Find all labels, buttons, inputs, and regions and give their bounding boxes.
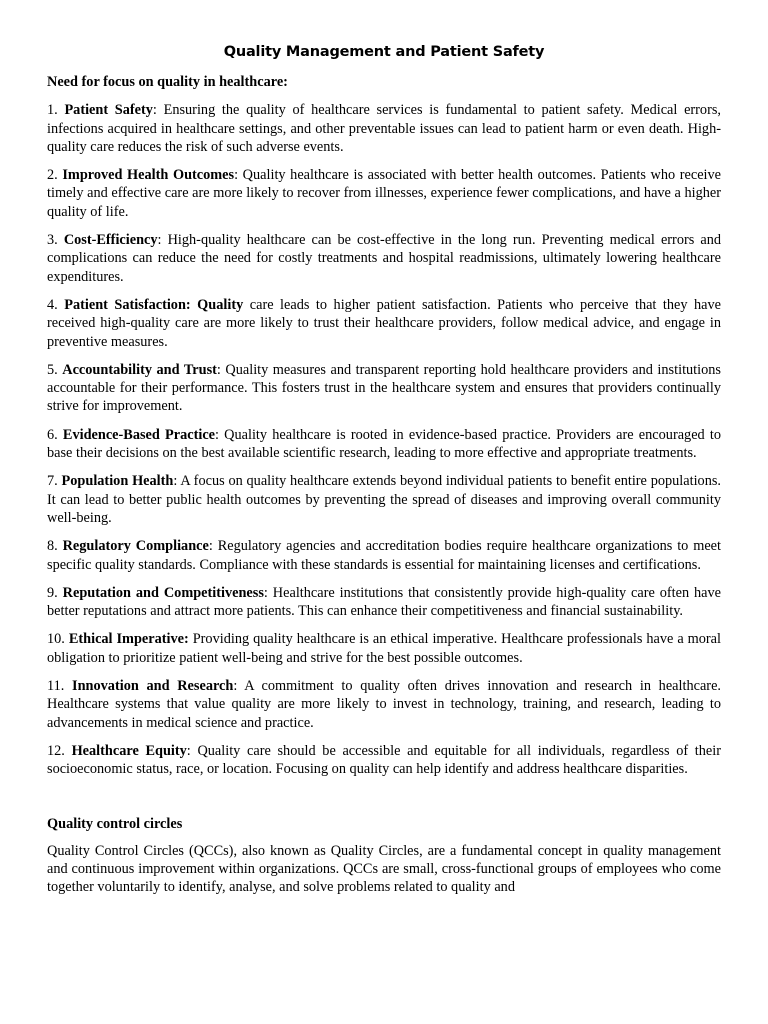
item-text: : Quality healthcare is rooted in evidence-based practice. Providers are encouraged to base their decisions on the best available scientific research, leading to more effective and appropriate treatments. bbox=[47, 426, 721, 462]
item-number: 11. bbox=[47, 678, 65, 695]
list-item bbox=[47, 361, 721, 416]
list-item bbox=[47, 630, 721, 667]
item-number: 9. bbox=[47, 584, 58, 601]
item-text: care leads to higher patient satisfaction. Patients who perceive that they have received high-quality care are more likely to trust their healthcare providers, follow medical advice, and engage in preventive measures. bbox=[47, 296, 722, 350]
item-text: : Quality care should be accessible and equitable for all individuals, regardless of their socioeconomic status, race, or location. Focusing on quality can help identify and address healthcare disparities. bbox=[47, 742, 722, 778]
section-heading-quality-control-circles: Quality control circles bbox=[47, 815, 183, 832]
item-number: 6. bbox=[47, 426, 58, 443]
numbered-list bbox=[47, 101, 721, 778]
item-number: 3. bbox=[47, 232, 58, 249]
list-item bbox=[47, 426, 721, 463]
section-paragraph: Quality Control Circles (QCCs), also known as Quality Circles, are a fundamental concept in quality management and continuous improvement within organizations. QCCs are small, cross-functional groups of employees who come together voluntarily to identify, analyse, and solve problems related to quality and bbox=[47, 842, 721, 896]
list-item bbox=[47, 742, 721, 779]
list-item bbox=[47, 231, 721, 286]
item-term: Cost-Efficiency bbox=[63, 232, 158, 249]
item-number: 5. bbox=[47, 361, 58, 378]
item-term: Innovation and Research bbox=[72, 678, 234, 695]
item-term: Reputation and Competitiveness bbox=[62, 584, 264, 601]
item-number: 7. bbox=[47, 473, 58, 490]
item-term: Healthcare Equity bbox=[71, 742, 187, 759]
item-term: Population Health bbox=[61, 473, 174, 490]
item-number: 8. bbox=[47, 538, 58, 555]
item-term: Patient Safety bbox=[64, 102, 153, 119]
item-text: : Healthcare institutions that consistently provide high-quality care often have better reputations and attract more patients. This can enhance their competitiveness and financial sustainability. bbox=[47, 584, 722, 620]
document-body bbox=[47, 73, 721, 897]
item-number: 4. bbox=[47, 296, 58, 313]
list-item bbox=[47, 537, 721, 574]
list-item bbox=[47, 472, 721, 527]
item-term: Evidence-Based Practice bbox=[62, 426, 216, 443]
item-number: 10. bbox=[47, 631, 65, 648]
item-number: 1. bbox=[47, 102, 58, 119]
item-term: Patient Satisfaction: Quality bbox=[64, 296, 244, 313]
intro-heading: Need for focus on quality in healthcare: bbox=[47, 74, 288, 90]
item-term: Ethical Imperative: bbox=[68, 631, 189, 648]
item-text: : Ensuring the quality of healthcare services is fundamental to patient safety. Medical errors, infections acquired in healthcare settings, and other preventable issues can lead to patient harm or even death. High-quality care reduces the risk of such adverse events. bbox=[47, 102, 721, 155]
list-item bbox=[47, 166, 721, 221]
page-title: Quality Management and Patient Safety bbox=[223, 44, 545, 60]
item-term: Improved Health Outcomes bbox=[62, 167, 235, 184]
item-term: Regulatory Compliance bbox=[62, 538, 209, 555]
item-term: Accountability and Trust bbox=[62, 361, 217, 378]
item-text: : A commitment to quality often drives innovation and research in healthcare. Healthcare systems that value quality are more likely to invest in technology, training, and research, leading to advancements in medical science and practice. bbox=[47, 678, 721, 731]
item-number: 2. bbox=[47, 167, 58, 184]
list-item bbox=[47, 296, 721, 351]
item-text: : Quality measures and transparent reporting hold healthcare providers and institutions accountable for their performance. This fosters trust in the healthcare system and ensures that providers continually strive for improvement. bbox=[47, 361, 721, 415]
list-item bbox=[47, 677, 721, 732]
item-text: : High-quality healthcare can be cost-effective in the long run. Preventing medical errors and complications can reduce the need for costly treatments and hospital readmissions, ultimately lowering healthcare expenditures. bbox=[47, 232, 722, 285]
item-text: : Quality healthcare is associated with better health outcomes. Patients who receive timely and effective care are more likely to recover from illnesses, experience fewer complications, and have a higher quality of life. bbox=[47, 167, 722, 220]
list-item bbox=[47, 584, 721, 621]
item-text: : Regulatory agencies and accreditation bodies require healthcare organizations to meet specific quality standards. Compliance with these standards is essential for maintaining licenses and certifications. bbox=[47, 538, 721, 573]
list-item bbox=[47, 101, 721, 156]
item-text: Providing quality healthcare is an ethical imperative. Healthcare professionals have a moral obligation to prioritize patient well-being and strive for the best possible outcomes. bbox=[47, 631, 721, 666]
item-number: 12. bbox=[47, 742, 65, 759]
item-text: : A focus on quality healthcare extends beyond individual patients to benefit entire populations. It can lead to better public health outcomes by preventing the spread of diseases and improving overall community well-being. bbox=[47, 473, 721, 526]
